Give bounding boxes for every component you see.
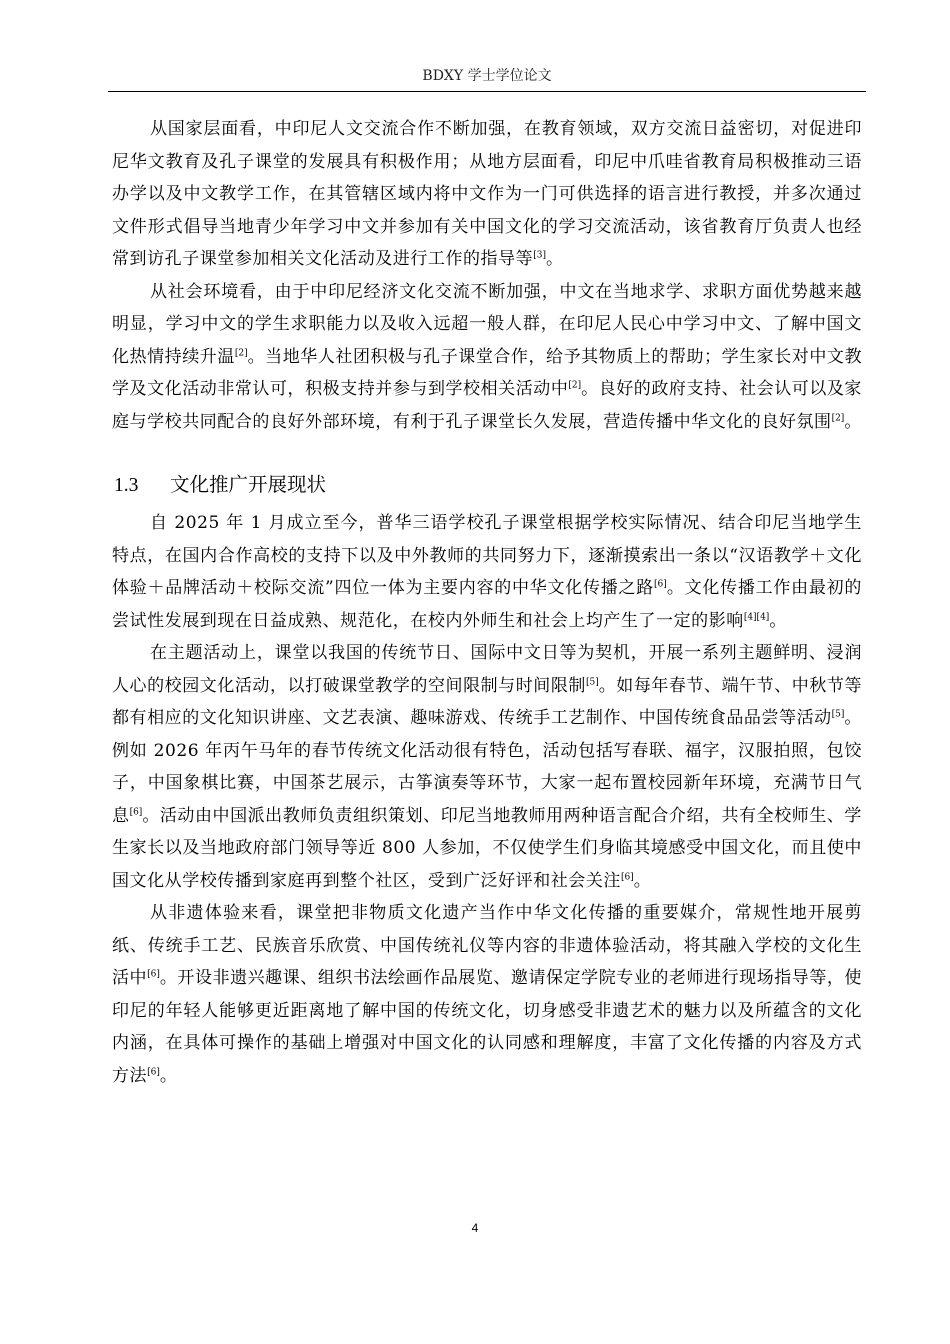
page-number: 4 (471, 1221, 479, 1235)
paragraph-text: 。 (159, 1065, 178, 1086)
citation-reference: [6] (653, 579, 667, 590)
body-paragraph (112, 113, 862, 276)
section-title: 文化推广开展现状 (170, 473, 327, 496)
section-heading (114, 470, 862, 501)
paragraph-text: 。 (633, 870, 652, 891)
paragraph-text: 从非遗体验来看，课堂把非物质文化遗产当作中华文化传播的重要媒介，常规性地开展剪纸、传统手工艺、民族音乐欣赏、中国传统礼仪等内容的非遗体验活动，将其融入学校的文化生活中 (112, 903, 862, 988)
paragraph-text: 。如每年春节、端午节、中秋节等都有相应的文化知识讲座、文艺表演、趣味游戏、传统手工艺制作、中国传统食品品尝等活动 (112, 675, 863, 728)
paragraph-text: 在主题活动上，课堂以我国的传统节日、国际中文日等为契机，开展一系列主题鲜明、浸润人心的校园文化活动，以打破课堂教学的空间限制与时间限制 (112, 643, 862, 696)
paragraph-text: 。 (545, 249, 564, 269)
citation-reference: [6] (620, 871, 634, 882)
paragraph-text: 。文化传播工作由最初的尝试性发展到现在日益成熟、规范化，在校内外师生和社会上均产生了一定的影响 (112, 578, 862, 631)
body-paragraph (112, 507, 862, 637)
paragraph-text: 自 2025 年 1 月成立至今，普华三语学校孔子课堂根据学校实际情况、结合印尼当地学生特点，在国内合作高校的支持下以及中外教师的共同努力下，逐渐摸索出一条以“汉语教学＋文化体验＋品牌活动＋校际交流”四位一体为主要内容的中华文化传播之路 (112, 513, 862, 598)
paragraph-text: 从国家层面看，中印尼人文交流合作不断加强，在教育领域，双方交流日益密切，对促进印尼华文教育及孔子课堂的发展具有积极作用；从地方层面看，印尼中爪哇省教育局积极推动三语办学以及中文教学工作，在其管辖区域内将中文作为一门可供选择的语言进行教授，并多次通过文件形式倡导当地青少年学习中文并参加有关中国文化的学习交流活动，该省教育厅负责人也经常到访孔子课堂参加相关文化活动及进行工作的指导等 (112, 119, 862, 269)
citation-reference: [3] (533, 250, 546, 261)
paragraph-text: 。当地华人社团积极与孔子课堂合作，给予其物质上的帮助；学生家长对中文教学及文化活动非常认可，积极支持并参与到学校相关活动中 (112, 346, 862, 399)
paragraph-text: 。良好的政府支持、社会认可以及家庭与学校共同配合的良好外部环境，有利于孔子课堂长久发展，营造传播中华文化的良好氛围 (112, 379, 862, 432)
paragraphs-after-section (112, 507, 862, 1092)
citation-reference: [6] (147, 969, 160, 980)
paragraph-text: 。活动由中国派出教师负责组织策划、印尼当地教师用两种语言配合介绍，共有全校师生、学生家长以及当地政府部门领导等近 800 人参加，不仅使学生们身临其境感受中国文化，而且使中国文化从学校传播到家庭再到整个社区，受到广泛好评和社会关注 (112, 805, 862, 891)
section-number: 1.3 (114, 475, 139, 496)
citation-reference: [5] (831, 709, 845, 720)
citation-reference: [2] (831, 412, 845, 423)
paragraph-text: 。开设非遗兴趣课、组织书法绘画作品展览、邀请保定学院专业的老师进行现场指导等，使印尼的年轻人能够更近距离地了解中国的传统文化，切身感受非遗艺术的魅力以及所蕴含的文化内涵，在具体可操作的基础上增强对中国文化的认同感和理解度，丰富了文化传播的内容及方式方法 (112, 968, 862, 1086)
body-paragraph (112, 276, 862, 439)
page-body (112, 113, 862, 1092)
citation-reference: [6] (129, 806, 143, 817)
paragraph-text: 。例如 2026 年丙午马年的春节传统文化活动很有特色，活动包括写春联、福字，汉服拍照，包饺子，中国象棋比赛，中国茶艺展示，古筝演奏等环节，大家一起布置校园新年环境，充满节日气息 (112, 708, 862, 826)
body-paragraph (112, 897, 862, 1092)
citation-reference: [2] (568, 380, 582, 391)
header-rule (108, 91, 866, 92)
running-header: BDXY 学士学位论文 (422, 68, 552, 84)
citation-reference: [5] (585, 676, 599, 687)
paragraph-text: 。 (844, 411, 862, 432)
citation-reference: [6] (147, 1066, 160, 1077)
paragraph-text: 。 (769, 610, 787, 631)
citation-reference: [2] (234, 347, 248, 358)
citation-reference: [4][4] (743, 611, 770, 622)
paragraphs-before-section (112, 113, 862, 438)
body-paragraph (112, 637, 862, 897)
paragraph-text: 从社会环境看，由于中印尼经济文化交流不断加强，中文在当地求学、求职方面优势越来越明显，学习中文的学生求职能力以及收入远超一般人群，在印尼人民心中学习中文、了解中国文化热情持续升温 (112, 281, 862, 367)
